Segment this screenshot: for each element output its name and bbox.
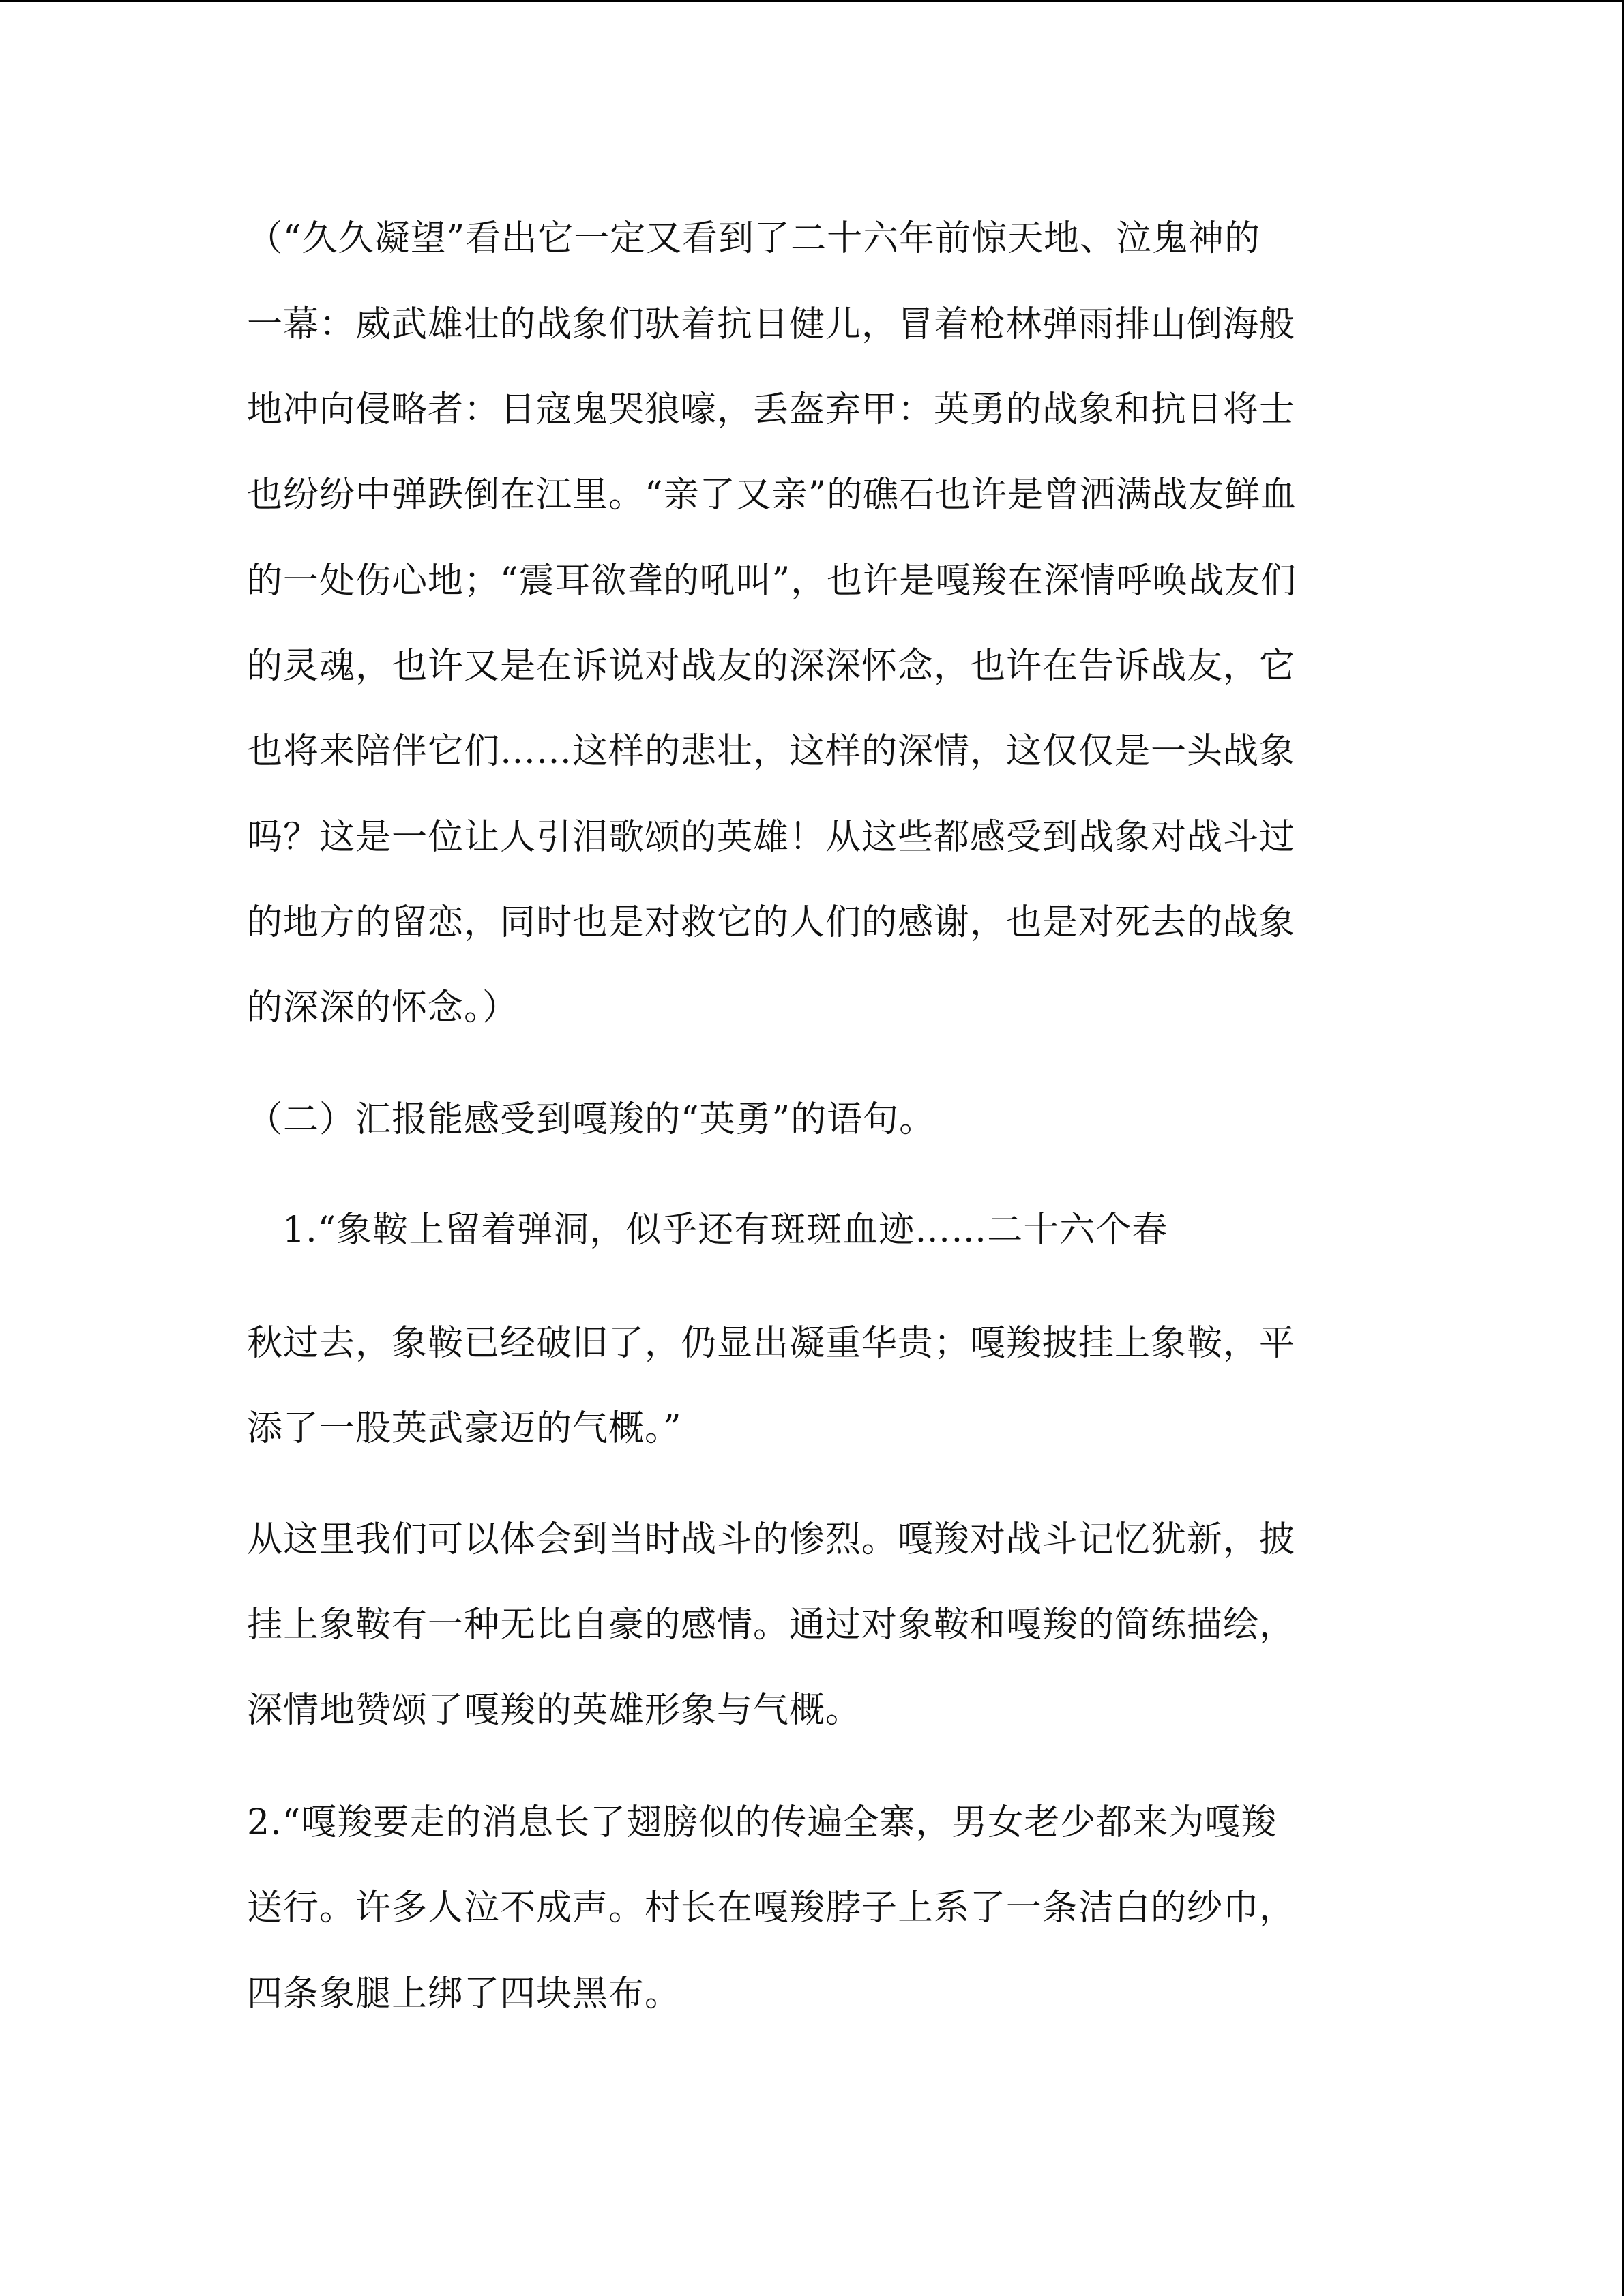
item-1-comment-line-1: 从这里我们可以体会到当时战斗的惨烈。嘎羧对战斗记忆犹新，披 <box>247 1519 1296 1560</box>
paragraph-1-line-5: 的一处伤心地；“震耳欲聋的吼叫”，也许是嘎羧在深情呼唤战友们 <box>247 561 1297 601</box>
item-2-line-2: 送行。许多人泣不成声。村长在嘎羧脖子上系了一条洁白的纱巾， <box>247 1888 1296 1928</box>
item-1-quote-line-3: 添了一股英武豪迈的气概。” <box>247 1408 682 1449</box>
paragraph-1-line-10: 的深深的怀念。） <box>247 987 519 1028</box>
paragraph-1-line-1: （“久久凝望”看出它一定又看到了二十六年前惊天地、泣鬼神的 <box>247 218 1261 259</box>
item-2-line-3: 四条象腿上绑了四块黑布。 <box>247 1973 681 2014</box>
item-1-comment-line-3: 深情地赞颂了嘎羧的英雄形象与气概。 <box>247 1690 862 1731</box>
paragraph-1-line-6: 的灵魂，也许又是在诉说对战友的深深怀念，也许在告诉战友，它 <box>247 646 1296 687</box>
paragraph-1-line-7: 也将来陪伴它们……这样的悲壮，这样的深情，这仅仅是一头战象 <box>247 731 1296 772</box>
item-1-quote-line-2: 秋过去，象鞍已经破旧了，仍显出凝重华贵；嘎羧披挂上象鞍，平 <box>247 1323 1296 1364</box>
section-heading: （二）汇报能感受到嘎羧的“英勇”的语句。 <box>247 1099 936 1140</box>
paragraph-1-line-3: 地冲向侵略者：日寇鬼哭狼嚎，丢盔弃甲：英勇的战象和抗日将士 <box>247 389 1296 430</box>
paragraph-1-line-9: 的地方的留恋，同时也是对救它的人们的感谢，也是对死去的战象 <box>247 902 1296 943</box>
item-1-quote-line-1: 1.“象鞍上留着弹洞，似乎还有斑斑血迹……二十六个春 <box>282 1210 1168 1251</box>
paragraph-1-line-8: 吗？这是一位让人引泪歌颂的英雄！从这些都感受到战象对战斗过 <box>247 817 1296 858</box>
page-top-border <box>0 0 1624 2</box>
item-1-comment-line-2: 挂上象鞍有一种无比自豪的感情。通过对象鞍和嘎羧的简练描绘， <box>247 1605 1296 1645</box>
item-2-line-1: 2.“嘎羧要走的消息长了翅膀似的传遍全寨，男女老少都来为嘎羧 <box>247 1802 1278 1843</box>
paragraph-1-line-4: 也纷纷中弹跌倒在江里。“亲了又亲”的礁石也许是曾洒满战友鲜血 <box>247 475 1297 516</box>
paragraph-1-line-2: 一幕：威武雄壮的战象们驮着抗日健儿，冒着枪林弹雨排山倒海般 <box>247 304 1296 345</box>
